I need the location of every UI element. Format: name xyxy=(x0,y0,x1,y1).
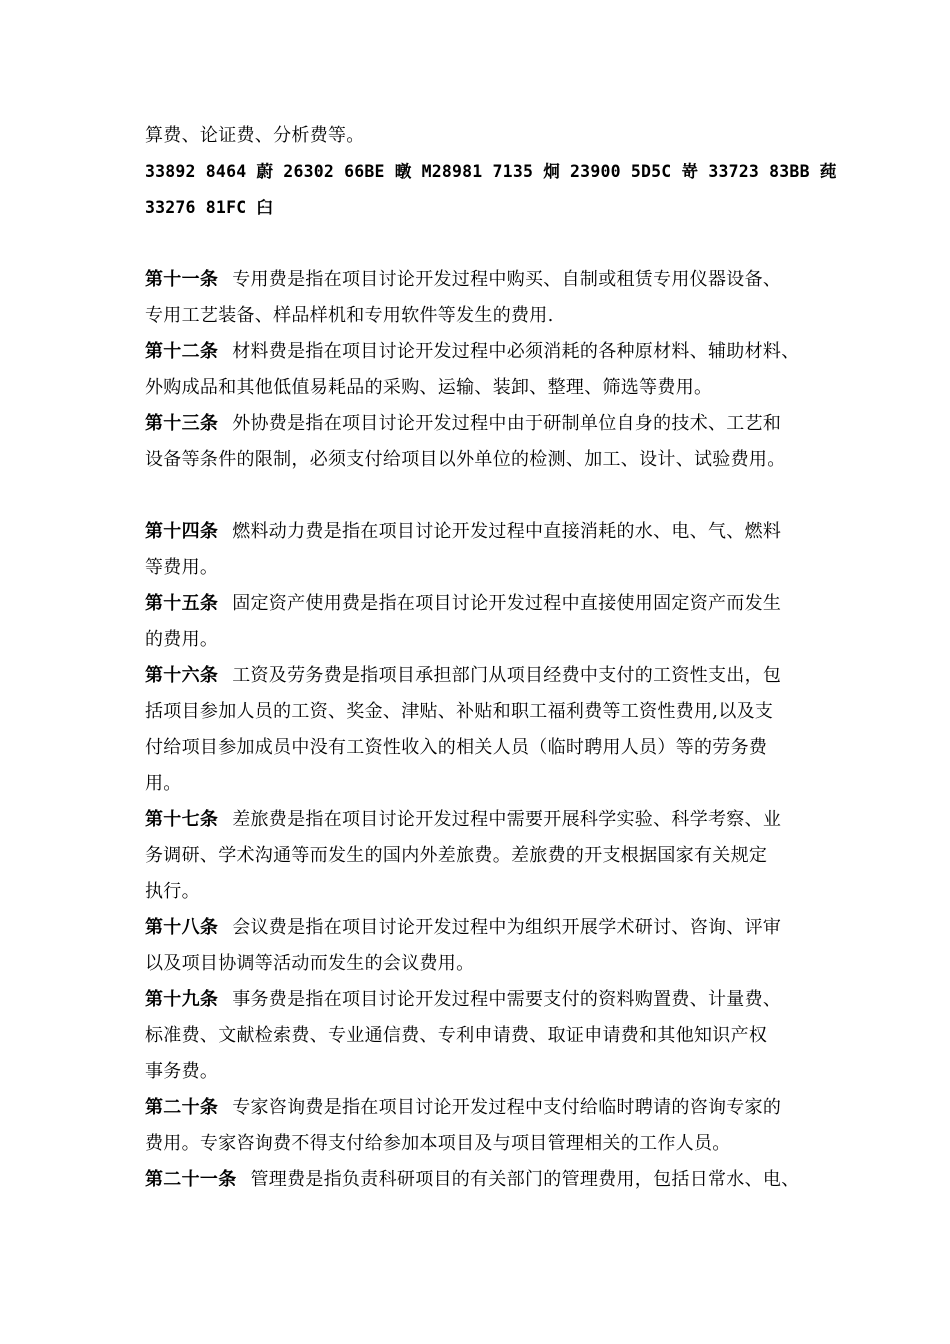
article-16 xyxy=(145,658,825,802)
article-15 xyxy=(145,586,825,658)
spacer xyxy=(145,226,825,262)
article-text: 专用费是指在项目讨论开发过程中购买、自制或租赁专用仪器设备、 xyxy=(232,269,782,290)
article-number: 第十九条 xyxy=(145,989,219,1010)
article-text: 付给项目参加成员中没有工资性收入的相关人员（临时聘用人员）等的劳务费 xyxy=(145,737,768,758)
article-number: 第十八条 xyxy=(145,917,219,938)
article-text: 外购成品和其他低值易耗品的采购、运输、装卸、整理、筛选等费用。 xyxy=(145,377,713,398)
code-text-line: 33892 8464 蔚 26302 66BE 暾 M28981 7135 炯 23900 5D5C 嵜 33723 83BB 莼 xyxy=(145,162,837,181)
article-number: 第二十条 xyxy=(145,1097,219,1118)
spacer xyxy=(145,478,825,514)
article-text: 务调研、学术沟通等而发生的国内外差旅费。差旅费的开支根据国家有关规定 xyxy=(145,845,768,866)
article-18 xyxy=(145,910,825,982)
article-number: 第十四条 xyxy=(145,521,219,542)
article-text: 费用。专家咨询费不得支付给参加本项目及与项目管理相关的工作人员。 xyxy=(145,1133,731,1154)
article-text: 事务费。 xyxy=(145,1061,219,1082)
article-number: 第二十一条 xyxy=(145,1169,237,1190)
continuation-text: 算费、论证费、分析费等。 xyxy=(145,125,365,146)
article-text: 标准费、文献检索费、专业通信费、专利申请费、取证申请费和其他知识产权 xyxy=(145,1025,768,1046)
article-text: 固定资产使用费是指在项目讨论开发过程中直接使用固定资产而发生 xyxy=(232,593,782,614)
article-11 xyxy=(145,262,825,334)
article-text: 等费用。 xyxy=(145,557,219,578)
article-number: 第十一条 xyxy=(145,269,219,290)
article-text: 差旅费是指在项目讨论开发过程中需要开展科学实验、科学考察、业 xyxy=(232,809,782,830)
article-number: 第十七条 xyxy=(145,809,219,830)
article-text: 设备等条件的限制，必须支付给项目以外单位的检测、加工、设计、试验费用。 xyxy=(145,449,786,470)
article-text: 会议费是指在项目讨论开发过程中为组织开展学术研讨、咨询、评审 xyxy=(232,917,782,938)
article-19 xyxy=(145,982,825,1090)
document-page xyxy=(145,118,837,1198)
article-text: 燃料动力费是指在项目讨论开发过程中直接消耗的水、电、气、燃料 xyxy=(232,521,782,542)
article-13 xyxy=(145,406,825,478)
article-text: 外协费是指在项目讨论开发过程中由于研制单位自身的技术、工艺和 xyxy=(232,413,782,434)
article-number: 第十六条 xyxy=(145,665,219,686)
article-text: 执行。 xyxy=(145,881,200,902)
article-text: 材料费是指在项目讨论开发过程中必须消耗的各种原材料、辅助材料、 xyxy=(232,341,800,362)
article-20 xyxy=(145,1090,825,1162)
article-text: 括项目参加人员的工资、奖金、津贴、补贴和职工福利费等工资性费用,以及支 xyxy=(145,701,774,722)
article-text: 专家咨询费是指在项目讨论开发过程中支付给临时聘请的咨询专家的 xyxy=(232,1097,782,1118)
article-number: 第十三条 xyxy=(145,413,219,434)
article-number: 第十二条 xyxy=(145,341,219,362)
article-text: 管理费是指负责科研项目的有关部门的管理费用，包括日常水、电、 xyxy=(250,1169,800,1190)
article-14 xyxy=(145,514,825,586)
code-text-line: 33276 81FC 臼 xyxy=(145,198,274,217)
article-text: 工资及劳务费是指项目承担部门从项目经费中支付的工资性支出，包 xyxy=(232,665,782,686)
article-12 xyxy=(145,334,825,406)
article-21 xyxy=(145,1162,825,1198)
article-17 xyxy=(145,802,825,910)
article-text: 用。 xyxy=(145,773,182,794)
article-text: 专用工艺装备、样品样机和专用软件等发生的费用. xyxy=(145,305,554,326)
article-number: 第十五条 xyxy=(145,593,219,614)
article-text: 以及项目协调等活动而发生的会议费用。 xyxy=(145,953,475,974)
article-text: 事务费是指在项目讨论开发过程中需要支付的资料购置费、计量费、 xyxy=(232,989,782,1010)
article-text: 的费用。 xyxy=(145,629,219,650)
